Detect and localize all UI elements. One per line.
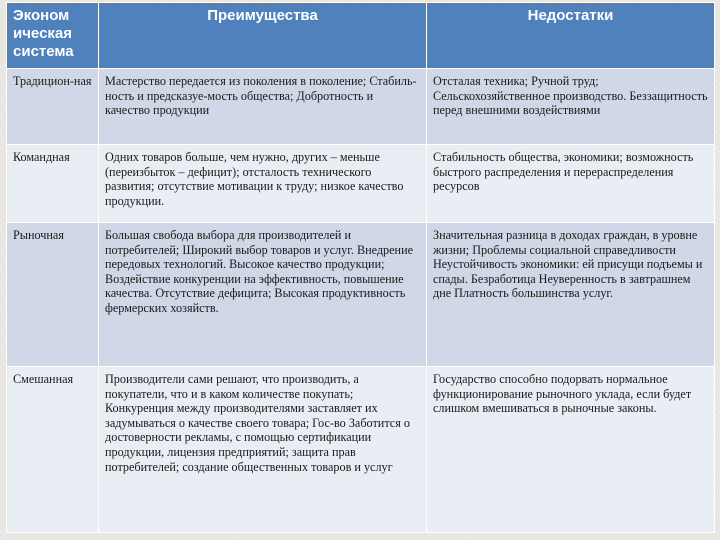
- cell-advantages: Производители сами решают, что производить, а покупатели, что и в каком количестве покупать; Конкуренция между производителями заставляет их задумываться о качестве своего товара; Гос-во Заботится о достоверности рекламы, с помощью сертификации продукции, лицензия предприятий; защита прав потребителей; создание общественных товаров и услуг: [99, 367, 427, 533]
- header-system: Эконом ическая система: [7, 3, 99, 69]
- cell-system: Командная: [7, 145, 99, 223]
- cell-system: Традицион-ная: [7, 69, 99, 145]
- cell-disadvantages: Значительная разница в доходах граждан, в уровне жизни; Проблемы социальной справедливости Неустойчивость экономики: ей присущи подъемы и спады. Безработица Неуверенность в завтрашнем дне Платность большинства услуг.: [427, 223, 715, 367]
- cell-advantages: Одних товаров больше, чем нужно, других – меньше (переизбыток – дефицит); отсталость технического развития; отсутствие мотивации к труду; низкое качество продукции.: [99, 145, 427, 223]
- cell-disadvantages: Отсталая техника; Ручной труд; Сельскохозяйственное производство. Беззащитность перед внешними воздействиями: [427, 69, 715, 145]
- table-row-mixed: [7, 367, 715, 533]
- cell-system: Смешанная: [7, 367, 99, 533]
- header-disadvantages: Недостатки: [427, 3, 715, 69]
- cell-system: Рыночная: [7, 223, 99, 367]
- table-row-market: [7, 223, 715, 367]
- table-row-command: [7, 145, 715, 223]
- economic-systems-table: [6, 2, 715, 533]
- cell-advantages: Большая свобода выбора для производителей и потребителей; Широкий выбор товаров и услуг. Внедрение передовых технологий. Высокое качество продукции; Воздействие конкуренции на эффективность, повышение качества. Отсутствие дефицита; Высокая продуктивность фермерских хозяйств.: [99, 223, 427, 367]
- table-header-row: [7, 3, 715, 69]
- header-advantages: Преимущества: [99, 3, 427, 69]
- cell-disadvantages: Стабильность общества, экономики; возможность быстрого распределения и перераспределения ресурсов: [427, 145, 715, 223]
- cell-advantages: Мастерство передается из поколения в поколение; Стабиль-ность и предсказуе-мость общества; Добротность и качество продукции: [99, 69, 427, 145]
- table-row-traditional: [7, 69, 715, 145]
- cell-disadvantages: Государство способно подорвать нормальное функционирование рыночного уклада, если будет слишком вмешиваться в рыночные законы.: [427, 367, 715, 533]
